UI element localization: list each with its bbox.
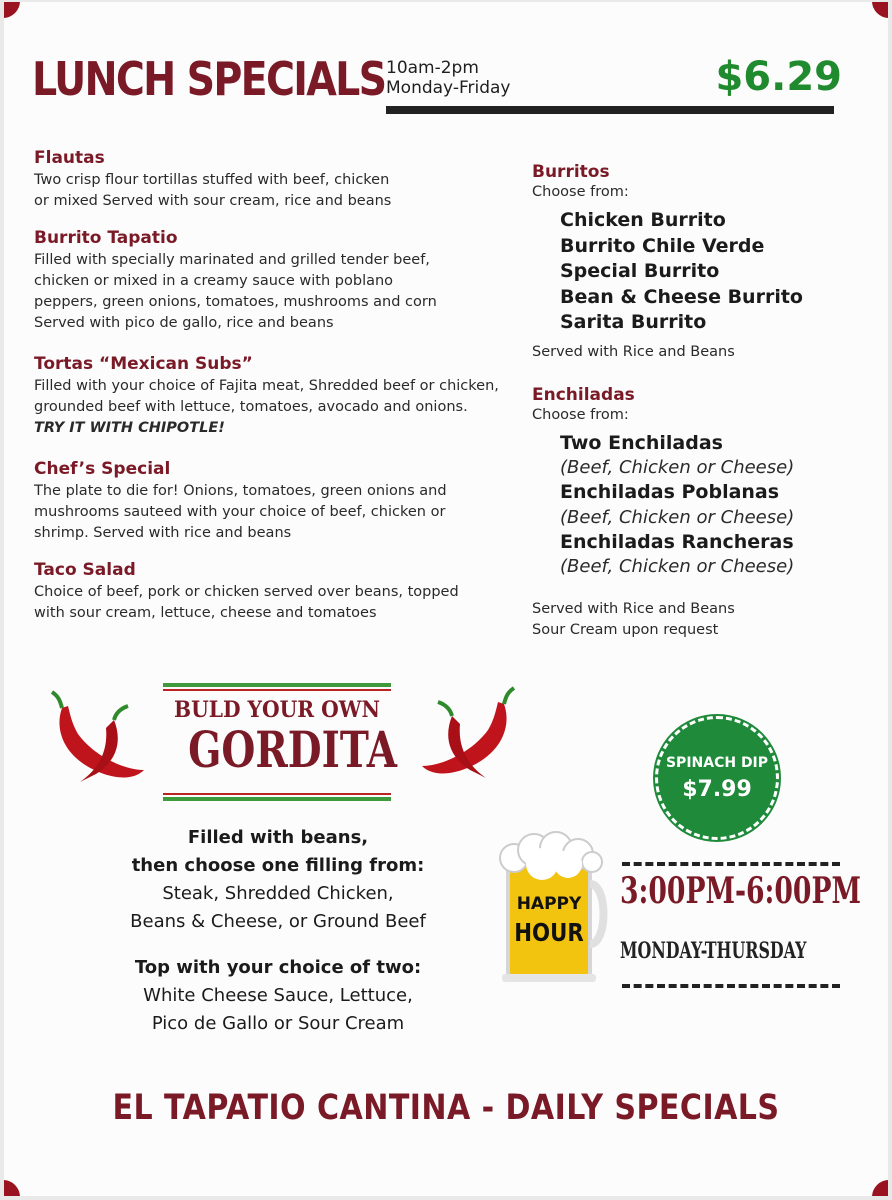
happy-word: HAPPY: [516, 894, 582, 914]
item-name: Tortas “Mexican Subs”: [34, 354, 253, 374]
gordita-text: Top with your choice of two:: [134, 957, 422, 978]
menu-item: [34, 228, 504, 334]
burrito-option: Burrito Chile Verde: [560, 234, 765, 257]
enchilada-filling: (Beef, Chicken or Cheese): [560, 506, 795, 528]
burritos-heading: Burritos: [532, 162, 610, 182]
item-description: Choice of beef, pork or chicken served over beans, topped with sour cream, lettuce, cheese and tomatoes: [34, 584, 459, 621]
burrito-option: Sarita Burrito: [560, 311, 707, 333]
chili-pepper-icon: [44, 690, 148, 786]
corner-decoration: [872, 2, 888, 18]
spinach-dip-price: $7.99: [682, 777, 752, 802]
enchiladas-heading: Enchiladas: [532, 384, 635, 405]
hours-days: Monday-Friday: [386, 78, 511, 98]
footer-title: EL TAPATIO CANTINA - DAILY SPECIALS: [112, 1088, 780, 1128]
spinach-dip-badge: [655, 716, 779, 840]
burrito-option: Special Burrito: [560, 260, 720, 282]
gordita-banner: [163, 683, 397, 801]
item-description: Two crisp flour tortillas stuffed with beef, chicken or mixed Served with sour cream, rice and beans: [34, 172, 392, 209]
item-name: Chef’s Special: [34, 459, 171, 479]
divider: [622, 862, 840, 866]
item-name: Taco Salad: [34, 560, 136, 580]
left-menu-column: [34, 148, 504, 640]
menu-item: [34, 459, 504, 544]
corner-decoration: [872, 1180, 888, 1196]
enchiladas-served: Served with Rice and Beans: [532, 601, 735, 617]
enchiladas-choose: Choose from:: [532, 406, 629, 423]
lunch-price: $6.29: [715, 54, 842, 100]
item-note: TRY IT WITH CHIPOTLE!: [34, 420, 225, 436]
item-description: Filled with specially marinated and grilled tender beef, chicken or mixed in a creamy sauce with poblano peppers, green onions, tomatoes, mushrooms and corn Served with pico de gallo, rice and beans: [34, 252, 437, 331]
corner-decoration: [4, 1180, 20, 1196]
gordita-text: White Cheese Sauce, Lettuce,: [143, 985, 413, 1006]
item-name: Flautas: [34, 148, 105, 168]
burrito-option: Bean & Cheese Burrito: [560, 285, 803, 308]
enchilada-option: Enchiladas Rancheras: [560, 530, 794, 553]
hours-underline: [386, 106, 834, 114]
right-menu-column: [532, 162, 862, 641]
happy-hour-label: [506, 894, 592, 947]
gordita-text: Steak, Shredded Chicken,: [162, 883, 394, 904]
hour-word: HOUR: [514, 918, 584, 947]
gordita-description: [110, 824, 446, 1038]
enchilada-filling: (Beef, Chicken or Cheese): [560, 457, 795, 478]
item-description: Filled with your choice of Fajita meat, Shredded beef or chicken, grounded beef with lettuce, tomatoes, avocado and onions.: [34, 378, 499, 415]
gordita-text: then choose one filling from:: [131, 855, 425, 876]
chili-pepper-icon: [418, 686, 522, 782]
gordita-banner-line1: BULD YOUR OWN: [173, 697, 381, 723]
hours-time: 10am-2pm: [386, 58, 479, 78]
gordita-banner-line2: GORDITA: [188, 720, 397, 779]
enchilada-option: Enchiladas Poblanas: [560, 481, 780, 503]
burritos-choose: Choose from:: [532, 184, 629, 200]
enchilada-list: [560, 431, 862, 580]
gordita-text: Pico de Gallo or Sour Cream: [151, 1013, 405, 1034]
gordita-text: Filled with beans,: [187, 827, 369, 848]
corner-decoration: [4, 2, 20, 18]
happy-hour-time: 3:00PM-6:00PM: [620, 870, 861, 912]
spinach-dip-label: SPINACH DIP: [665, 755, 769, 771]
enchilada-option: Two Enchiladas: [560, 431, 723, 454]
divider: [622, 984, 840, 988]
burrito-option: Chicken Burrito: [560, 209, 726, 231]
page-title: LUNCH SPECIALS: [32, 52, 386, 106]
enchilada-filling: (Beef, Chicken or Cheese): [560, 556, 795, 577]
burrito-list: [560, 208, 862, 336]
burritos-served: Served with Rice and Beans: [532, 343, 735, 360]
item-description: The plate to die for! Onions, tomatoes, green onions and mushrooms sauteed with your choice of beef, chicken or shrimp. Served with rice and beans: [34, 483, 447, 541]
happy-hour-days: MONDAY-THURSDAY: [620, 938, 807, 964]
item-name: Burrito Tapatio: [34, 228, 178, 248]
menu-item: [34, 354, 504, 439]
enchiladas-sour-cream: Sour Cream upon request: [532, 622, 719, 638]
menu-item: [34, 560, 504, 624]
menu-item: [34, 148, 504, 212]
gordita-text: Beans & Cheese, or Ground Beef: [130, 911, 426, 932]
lunch-hours: [386, 58, 510, 98]
